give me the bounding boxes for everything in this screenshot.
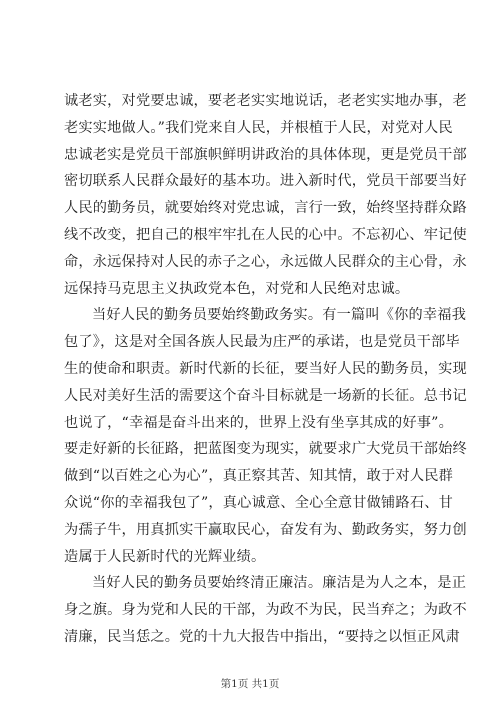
page-footer — [0, 676, 500, 691]
text-line: 清廉，民当恁之。党的十九大报告中指出，“要持之以恒正风肃 — [64, 628, 460, 645]
text-line: 诚老实，对党要忠诚，要老老实实地说话，老老实实地办事，老 — [64, 93, 467, 109]
text-line: 当好人民的勤务员要始终清正廉洁。廉洁是为人之本，是正 — [92, 575, 467, 592]
text-line: 为孺子牛，用真抓实干赢取民心，奋发有为、勤政务实，努力创 — [64, 521, 467, 538]
text-line: 身之旗。身为党和人民的干部，为政不为民，民当弃之；为政不 — [64, 602, 467, 619]
text-line: 人民的勤务员，就要始终对党忠诚，言行一致，始终坚持群众路 — [64, 200, 467, 217]
text-line: 当好人民的勤务员要始终勤政务实。有一篇叫《你的幸福我 — [92, 307, 467, 324]
text-line: 线不改变，把自己的根牢牢扎在人民的心中。不忘初心、牢记使 — [64, 226, 467, 243]
text-line: 密切联系人民群众最好的基本功。进入新时代，党员干部要当好 — [64, 173, 467, 190]
text-line: 也说了，“幸福是奋斗出来的，世界上没有坐享其成的好事”。 — [64, 414, 453, 431]
page-number-label: 第1页 共1页 — [220, 678, 280, 690]
text-line: 老实实地做人。”我们党来自人民，并根植于人民，对党对人民 — [64, 119, 453, 136]
text-line: 忠诚老实是党员干部旗帜鲜明讲政治的具体体现，更是党员干部 — [64, 146, 467, 163]
text-line: 命，永远保持对人民的赤子之心，永远做人民群众的主心骨，永 — [64, 253, 467, 270]
text-line: 造属于人民新时代的光辉业绩。 — [64, 548, 266, 565]
text-line: 众说“你的幸福我包了”，真心诚意、全心全意甘做铺路石、甘 — [64, 494, 453, 511]
text-line: 要走好新的长征路，把蓝图变为现实，就要求广大党员干部始终 — [64, 441, 467, 458]
text-line: 远保持马克思主义执政党本色，对党和人民绝对忠诚。 — [64, 280, 410, 297]
text-line: 人民对美好生活的需要这个奋斗目标就是一场新的长征。总书记 — [64, 387, 467, 404]
text-line: 做到“以百姓之心为心”，真正察其苦、知其情，敢于对人民群 — [64, 468, 453, 485]
body-text — [64, 88, 467, 651]
text-line: 包了》，这是对全国各族人民最为庄严的承诺，也是党员干部毕 — [64, 334, 460, 351]
text-line: 生的使命和职责。新时代新的长征，要当好人民的勤务员，实现 — [64, 360, 467, 377]
